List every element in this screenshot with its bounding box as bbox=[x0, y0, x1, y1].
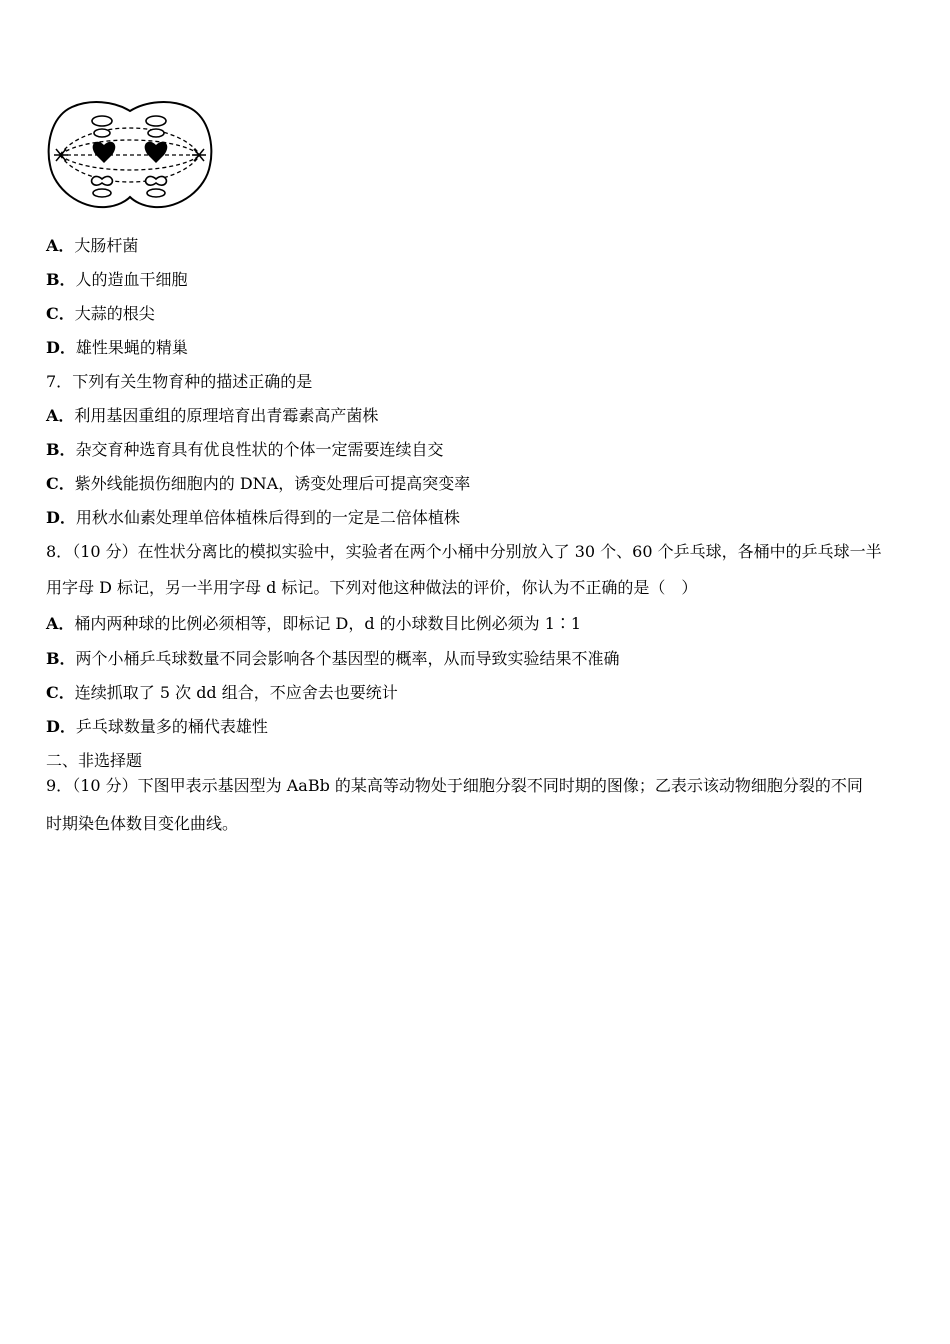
q8-option-c bbox=[46, 683, 398, 703]
q8-option-b bbox=[46, 649, 620, 669]
option-label: A． bbox=[46, 406, 75, 425]
option-label: B． bbox=[46, 440, 76, 459]
question-number: 8． bbox=[46, 542, 73, 561]
option-text: 雄性果蝇的精巢 bbox=[75, 338, 188, 357]
option-label: A． bbox=[46, 614, 75, 633]
q8-option-a bbox=[46, 614, 581, 634]
q7-option-a bbox=[46, 406, 378, 426]
question-stem: 在性状分离比的模拟实验中，实验者在两个小桶中分别放入了 30 个、60 个乒乓球，各桶中的乒乓球一半 bbox=[137, 542, 882, 561]
option-text: 桶内两种球的比例必须相等，即标记 D，d 的小球数目比例必须为 1∶1 bbox=[74, 614, 582, 633]
q9-stem-line1 bbox=[46, 776, 863, 796]
option-label: B． bbox=[46, 270, 76, 289]
option-label: C． bbox=[46, 474, 75, 493]
cell-division-figure bbox=[44, 97, 216, 212]
q7-option-b bbox=[46, 440, 444, 460]
option-text: 紫外线能损伤细胞内的 DNA，诱变处理后可提高突变率 bbox=[74, 474, 471, 493]
q8-stem-line2 bbox=[46, 578, 697, 598]
question-stem: 时期染色体数目变化曲线。 bbox=[46, 814, 239, 833]
question-score: （10 分） bbox=[72, 776, 138, 795]
option-label: A． bbox=[46, 236, 75, 255]
q6-option-b bbox=[46, 270, 188, 290]
option-text: 连续抓取了 5 次 dd 组合，不应舍去也要统计 bbox=[74, 683, 398, 702]
option-label: C． bbox=[46, 683, 75, 702]
option-label: D． bbox=[46, 508, 76, 527]
q7-option-c bbox=[46, 474, 470, 494]
question-stem: 用字母 D 标记，另一半用字母 d 标记。下列对他这种做法的评价，你认为不正确的是（ ） bbox=[46, 578, 698, 597]
question-stem: 下列有关生物育种的描述正确的是 bbox=[72, 372, 313, 391]
question-stem: 下图甲表示基因型为 AaBb 的某高等动物处于细胞分裂不同时期的图像；乙表示该动物细胞分裂的不同 bbox=[137, 776, 863, 795]
option-text: 大肠杆菌 bbox=[74, 236, 139, 255]
option-text: 利用基因重组的原理培育出青霉素高产菌株 bbox=[74, 406, 379, 425]
question-score: （10 分） bbox=[72, 542, 138, 561]
option-text: 杂交育种选育具有优良性状的个体一定需要连续自交 bbox=[75, 440, 444, 459]
question-number: 9． bbox=[46, 776, 73, 795]
option-label: C． bbox=[46, 304, 75, 323]
q8-option-d bbox=[46, 717, 268, 737]
q9-stem-line2 bbox=[46, 814, 238, 834]
option-text: 两个小桶乒乓球数量不同会影响各个基因型的概率，从而导致实验结果不准确 bbox=[75, 649, 620, 668]
option-text: 人的造血干细胞 bbox=[75, 270, 188, 289]
q8-stem-line1 bbox=[46, 542, 882, 562]
option-label: D． bbox=[46, 717, 76, 736]
option-text: 大蒜的根尖 bbox=[74, 304, 155, 323]
option-label: D． bbox=[46, 338, 76, 357]
q6-option-d bbox=[46, 338, 188, 358]
q7-option-d bbox=[46, 508, 460, 528]
q6-option-c bbox=[46, 304, 155, 324]
q6-option-a bbox=[46, 236, 138, 256]
q7-stem bbox=[46, 372, 312, 392]
question-number: 7． bbox=[46, 372, 73, 391]
option-text: 用秋水仙素处理单倍体植株后得到的一定是二倍体植株 bbox=[75, 508, 460, 527]
section-title: 二、非选择题 bbox=[46, 751, 143, 770]
option-label: B． bbox=[46, 649, 76, 668]
option-text: 乒乓球数量多的桶代表雄性 bbox=[75, 717, 268, 736]
